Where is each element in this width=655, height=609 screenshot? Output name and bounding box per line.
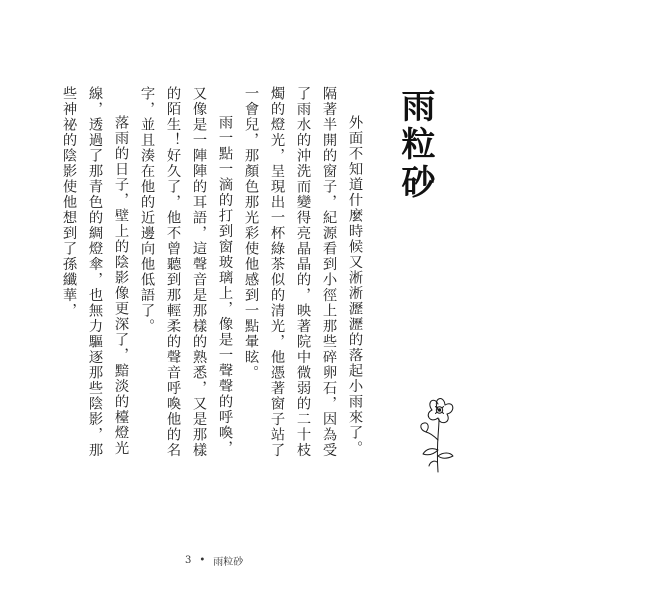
page-footer <box>185 553 243 568</box>
paragraph-3: 落雨的日子，壁上的陰影像更深了，黯淡的檯燈光線，透過了那青色的綢燈傘，也無力驅逐那些陰影，那些神祕的陰影使他想到了孫纖華， <box>61 86 129 458</box>
running-title: 雨粒砂 <box>213 557 244 568</box>
poppy-line-drawing-icon <box>412 392 460 474</box>
body-text <box>61 86 368 470</box>
page-number: 3 <box>185 555 192 566</box>
chapter-title: 雨粒砂 <box>395 88 435 202</box>
footer-separator: • <box>199 555 206 566</box>
paragraph-1: 外面不知道什麼時候又淅淅瀝瀝的落起小雨來了。隔著半開的窗子，紀源看到小徑上那些碎卵石，因為受了雨水的沖洗而變得亮晶晶的，映著院中微弱的二十枝燭的燈光，呈現出一杯綠茶似的清光，他憑著窗子站了一會兒，那顏色那光彩使他感到一點暈眩。 <box>243 86 363 458</box>
paragraph-2: 雨一點一滴的打到窗玻璃上，像是一聲聲的呼喚，又像是一陣陣的耳語，這聲音是那樣的熟悉，又是那樣的陌生！好久了，他不曾聽到那輕柔的聲音呼喚他的名字，並且湊在他的近邊向他低語了。 <box>139 86 233 458</box>
